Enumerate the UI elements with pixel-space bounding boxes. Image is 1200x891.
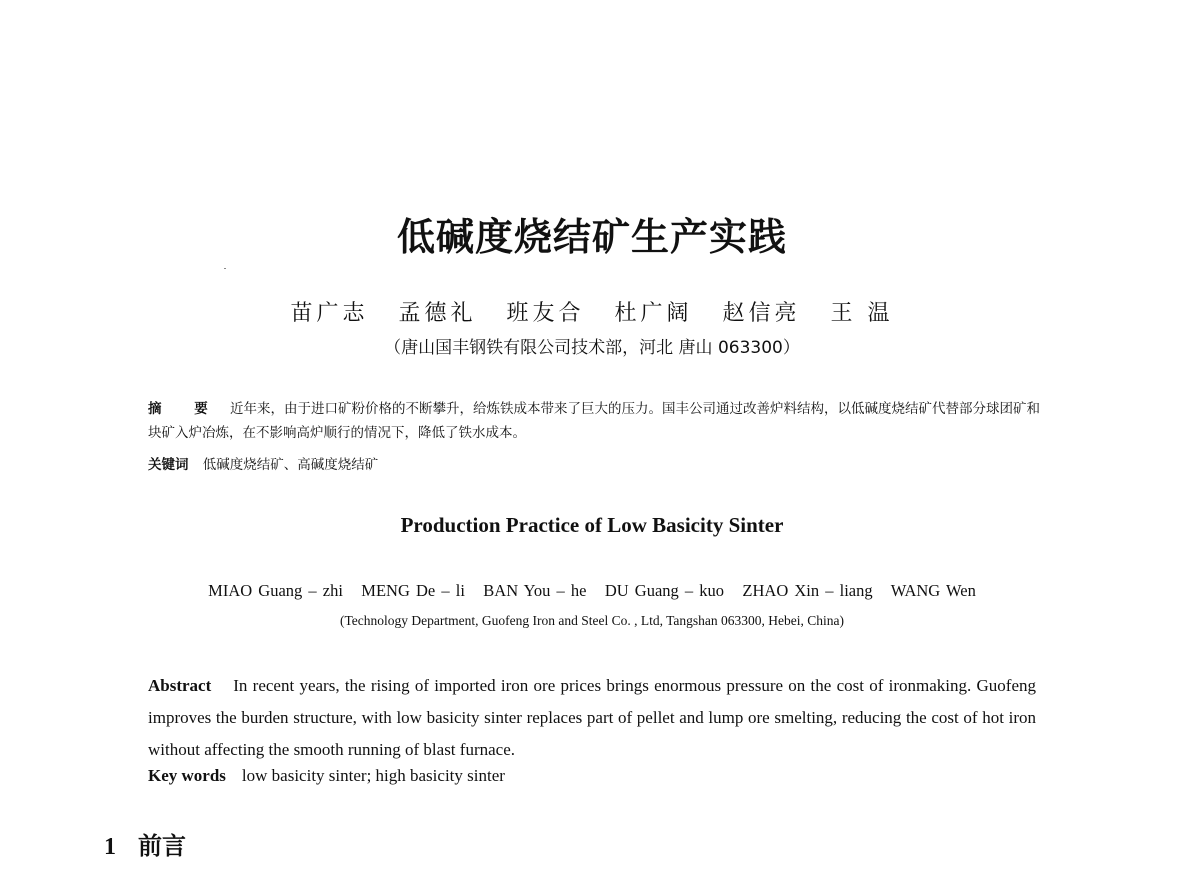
abstract-en-label: Abstract [148,676,212,695]
title-chinese: 低碱度烧结矿生产实践 [396,215,787,259]
scan-speck [224,268,226,269]
keywords-en-label: Key words [148,766,226,785]
keywords-english [148,766,1036,786]
section-number: 1 [104,834,116,860]
author-cn-2: 孟德礼 [398,301,477,326]
title-english: Production Practice of Low Basicity Sinter [400,513,784,537]
author-cn-3: 班友合 [506,301,585,326]
abstract-cn-label: 摘 要 [148,401,222,417]
keywords-en-text: low basicity sinter; high basicity sinter [241,766,505,785]
author-cn-6: 王 温 [830,301,894,326]
author-cn-1: 苗广志 [290,301,369,326]
abstract-cn-text: 近年来，由于进口矿粉价格的不断攀升，给炼铁成本带来了巨大的压力。国丰公司通过改善炉料结构，以低碱度烧结矿代替部分球团矿和块矿入炉冶炼，在不影响高炉顺行的情况下，降低了铁水成本。 [148,401,1040,441]
section-title: 前言 [138,832,186,860]
section-heading [104,826,186,861]
affiliation-chinese: （唐山国丰钢铁有限公司技术部，河北 唐山 063300） [384,338,800,358]
author-cn-5: 赵信亮 [722,301,801,326]
affiliation-english: (Technology Department, Guofeng Iron and Steel Co. , Ltd, Tangshan 063300, Hebei, China) [340,613,844,628]
abstract-en-text: In recent years, the rising of imported iron ore prices brings enormous pressure on the cost of ironmaking. Guofeng improves the burden structure, with low basicity sinter replaces part of pellet and lump ore smelting, reducing the cost of hot iron without affecting the smooth running of blast furnace. [148,676,1036,759]
authors-chinese [0,296,1184,327]
keywords-chinese [148,453,1048,473]
authors-english: MIAO Guang – zhi MENG De – li BAN You – he DU Guang – kuo ZHAO Xin – liang WANG Wen [208,581,976,600]
keywords-cn-text: 低碱度烧结矿、高碱度烧结矿 [202,457,379,473]
author-cn-4: 杜广阔 [614,301,693,326]
abstract-chinese [148,397,1048,445]
abstract-english [148,670,1036,766]
keywords-cn-label: 关键词 [148,457,189,473]
